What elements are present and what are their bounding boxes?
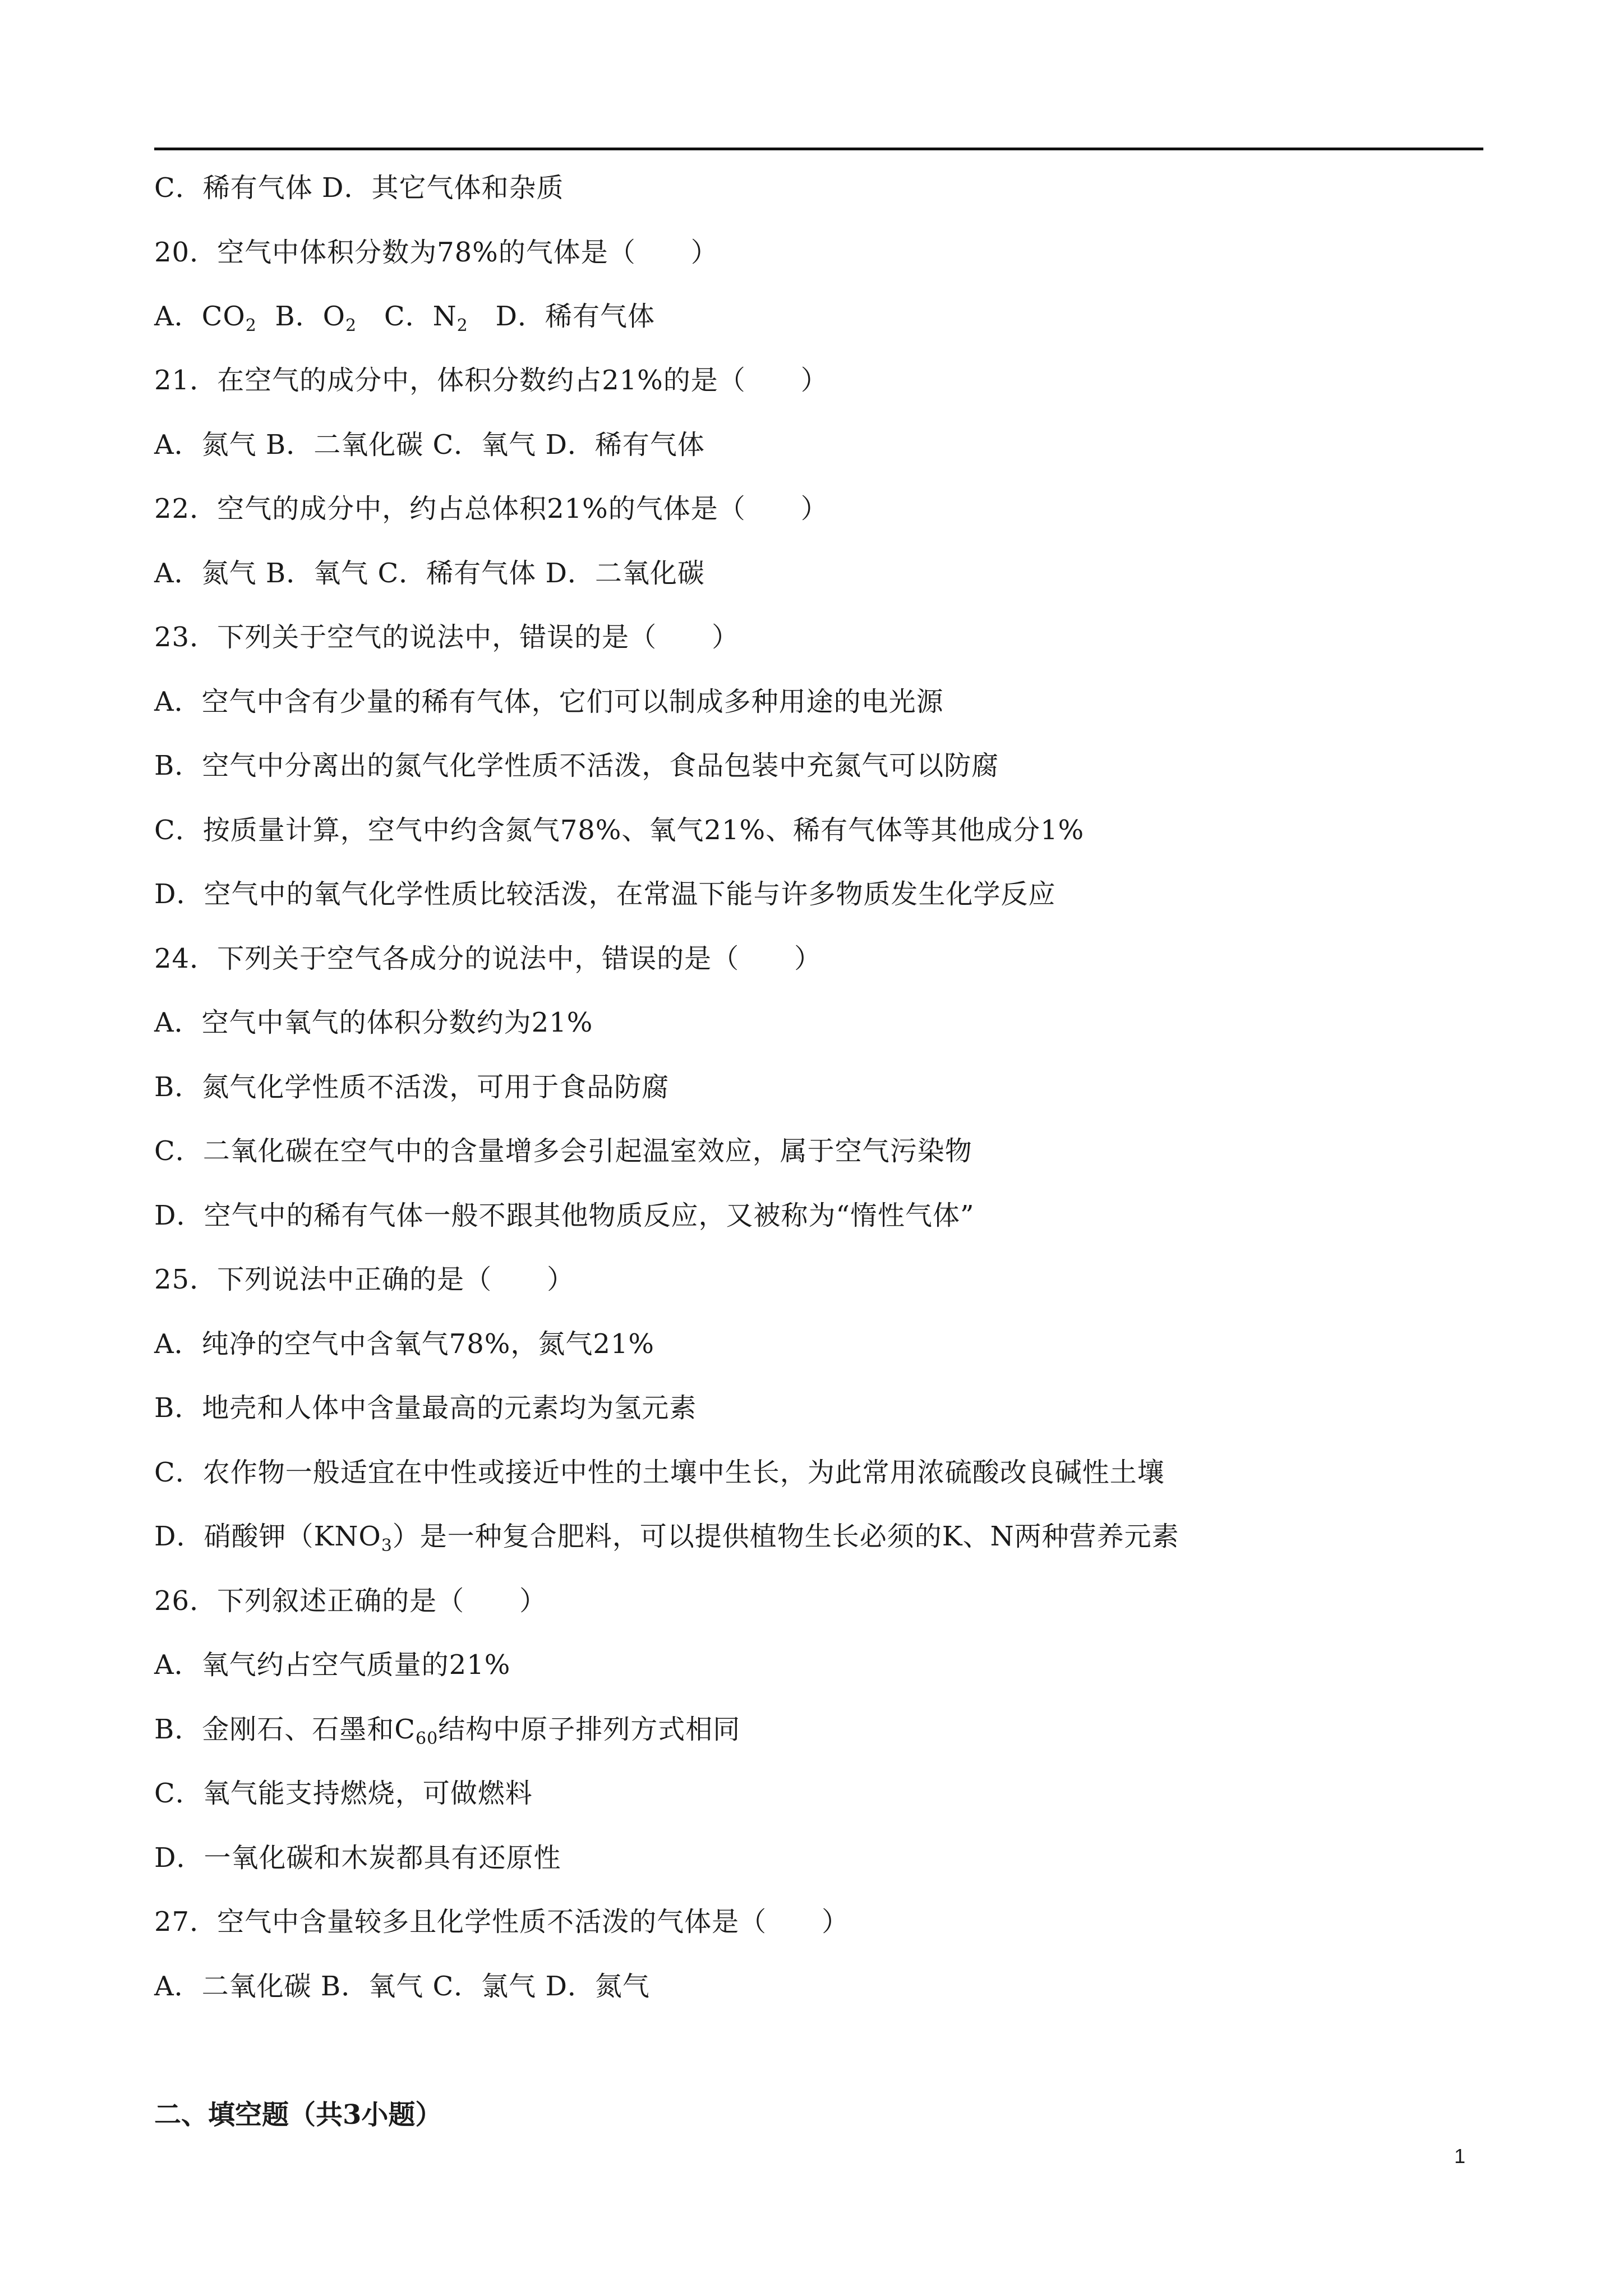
q19-option-cd: C．稀有气体 D．其它气体和杂质 bbox=[154, 172, 564, 204]
q27-stem: 27．空气中含量较多且化学性质不活泼的气体是（ ） bbox=[154, 1906, 850, 1938]
q22-options: A．氮气 B．氧气 C．稀有气体 D．二氧化碳 bbox=[154, 558, 705, 589]
q26-option-b bbox=[154, 1713, 741, 1749]
q21-options: A．氮气 B．二氧化碳 C．氧气 D．稀有气体 bbox=[154, 429, 705, 461]
q25-option-d-subscript: 3 bbox=[381, 1536, 393, 1556]
page-number: 1 bbox=[1454, 2145, 1466, 2168]
q26-option-d: D．一氧化碳和木炭都具有还原性 bbox=[154, 1842, 561, 1874]
q25-option-d-before: D．硝酸钾（KNO bbox=[154, 1521, 381, 1552]
q21-stem: 21．在空气的成分中，体积分数约占21%的是（ ） bbox=[154, 365, 828, 396]
q22-stem: 22．空气的成分中，约占总体积21%的气体是（ ） bbox=[154, 493, 828, 524]
q20-option-a-subscript: 2 bbox=[245, 316, 257, 335]
q27-options: A．二氧化碳 B．氧气 C．氯气 D．氮气 bbox=[154, 1971, 650, 2002]
q23-option-a: A．空气中含有少量的稀有气体，它们可以制成多种用途的电光源 bbox=[154, 686, 944, 717]
q20-options bbox=[154, 300, 655, 333]
q24-option-c: C．二氧化碳在空气中的含量增多会引起温室效应，属于空气污染物 bbox=[154, 1135, 972, 1167]
q20-option-c-subscript: 2 bbox=[457, 316, 468, 335]
q24-option-b: B．氮气化学性质不活泼，可用于食品防腐 bbox=[154, 1071, 670, 1103]
q23-option-d: D．空气中的氧气化学性质比较活泼，在常温下能与许多物质发生化学反应 bbox=[154, 878, 1056, 910]
q26-stem: 26．下列叙述正确的是（ ） bbox=[154, 1585, 547, 1617]
q23-option-c: C．按质量计算，空气中约含氮气78%、氧气21%、稀有气体等其他成分1% bbox=[154, 815, 1085, 846]
header-rule bbox=[154, 148, 1483, 150]
q20-option-b-prefix: B．O bbox=[275, 301, 345, 332]
q25-option-c: C．农作物一般适宜在中性或接近中性的土壤中生长，为此常用浓硫酸改良碱性土壤 bbox=[154, 1457, 1165, 1488]
q20-stem: 20．空气中体积分数为78%的气体是（ ） bbox=[154, 237, 718, 268]
q26-option-a: A．氧气约占空气质量的21% bbox=[154, 1649, 511, 1681]
q24-option-d: D．空气中的稀有气体一般不跟其他物质反应，又被称为“惰性气体” bbox=[154, 1200, 975, 1231]
q25-option-a: A．纯净的空气中含氧气78%，氮气21% bbox=[154, 1328, 655, 1360]
q26-option-b-subscript: 60 bbox=[416, 1729, 439, 1749]
q26-option-b-before: B．金刚石、石墨和C bbox=[154, 1714, 416, 1745]
q20-option-b-subscript: 2 bbox=[345, 316, 357, 335]
section-title: 二、填空题（共3小题） bbox=[154, 2099, 442, 2131]
q25-option-b: B．地壳和人体中含量最高的元素均为氢元素 bbox=[154, 1392, 697, 1424]
q25-stem: 25．下列说法中正确的是（ ） bbox=[154, 1264, 575, 1295]
q24-option-a: A．空气中氧气的体积分数约为21% bbox=[154, 1007, 593, 1038]
q25-option-d bbox=[154, 1520, 1179, 1556]
q20-option-c-prefix: C．N bbox=[384, 301, 457, 332]
q23-option-b: B．空气中分离出的氮气化学性质不活泼，食品包装中充氮气可以防腐 bbox=[154, 750, 999, 781]
q23-stem: 23．下列关于空气的说法中，错误的是（ ） bbox=[154, 622, 740, 653]
q25-option-d-after: ）是一种复合肥料，可以提供植物生长必须的K、N两种营养元素 bbox=[392, 1521, 1179, 1552]
q26-option-c: C．氧气能支持燃烧，可做燃料 bbox=[154, 1778, 533, 1809]
q20-option-d: D．稀有气体 bbox=[495, 301, 655, 332]
q24-stem: 24．下列关于空气各成分的说法中，错误的是（ ） bbox=[154, 943, 822, 974]
q26-option-b-after: 结构中原子排列方式相同 bbox=[438, 1714, 741, 1745]
q20-option-a-prefix: A．CO bbox=[154, 301, 246, 332]
